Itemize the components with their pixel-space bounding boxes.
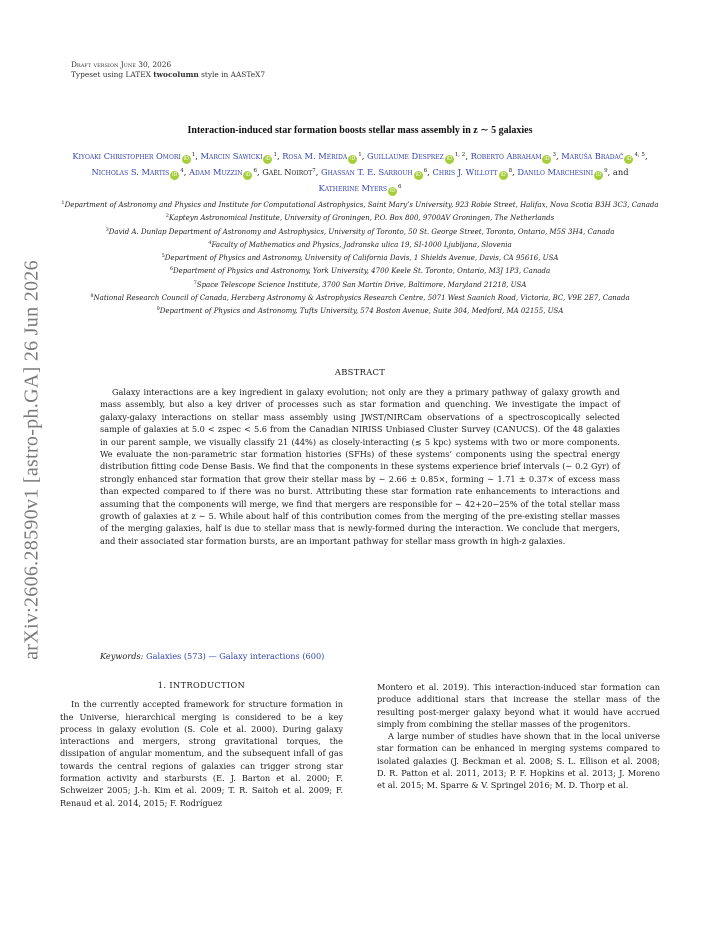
author-affiliation-marker: 6: [397, 184, 402, 190]
affiliation-item: [52, 264, 668, 277]
intro-paragraph-1: In the currently accepted framework for structure formation in the Universe, hierarchical merging is considered to be a key process in galaxy evolution (S. Cole et al. 2000). During galaxy interactions and mergers, strong gravitational torques, the dissipation of angular momentum, and the subsequent infall of gas towards the central regions of galaxies can trigger strong star formation activity and starbursts (E. J. Barton et al. 2000; F. Schweizer 2005; J.-h. Kim et al. 2009; T. R. Saitoh et al. 2009; F. Renaud et al. 2014, 2015; F. Rodríguez: [60, 699, 343, 808]
author-name[interactable]: Marcin Sawicki: [200, 151, 263, 161]
affiliation-item: [52, 251, 668, 264]
affiliation-text: Space Telescope Science Institute, 3700 San Martin Drive, Baltimore, Maryland 21218, USA: [196, 280, 527, 289]
abstract-heading: ABSTRACT: [334, 367, 386, 377]
author-name[interactable]: Maruša Bradač: [561, 151, 624, 161]
author-and-word: and: [610, 167, 629, 177]
typeset-style: twocolumn: [153, 70, 199, 79]
typeset-line: [71, 70, 265, 80]
affiliation-number: 5: [161, 253, 165, 260]
affiliation-text: David A. Dunlap Department of Astronomy and Astrophysics, University of Toronto, 50 St. George Street, Toronto, Ontario, M5S 3H4, Canada: [108, 227, 615, 236]
orcid-icon[interactable]: iD: [265, 156, 271, 162]
orcid-icon[interactable]: iD: [415, 172, 421, 178]
keywords-label: Keywords:: [100, 651, 144, 661]
affiliation-text: Department of Physics and Astronomy, Tufts University, 574 Boston Avenue, Suite 304, Medford, MA 02155, USA: [159, 307, 564, 316]
orcid-icon[interactable]: iD: [183, 156, 189, 162]
author-name[interactable]: Katherine Myers: [318, 183, 387, 193]
arxiv-stamp-text: arXiv:2606.28590v1 [astro-ph.GA] 26 Jun 2026: [20, 260, 43, 660]
author-affiliation-marker: 7: [312, 168, 316, 174]
introduction-heading: 1. INTRODUCTION: [157, 680, 246, 690]
author-affiliation-marker: 1: [191, 152, 196, 158]
author-affiliation-marker: 6: [253, 168, 257, 174]
author-affiliation-marker: 1, 2: [454, 152, 466, 158]
right-column: [377, 681, 660, 792]
affiliation-item: [52, 278, 668, 291]
abstract-body: Galaxy interactions are a key ingredient in galaxy evolution; not only are they a primary pathway of galaxy growth and mass assembly, but also a key driver of processes such as star formation and quenching. We investigate the impact of galaxy-galaxy interactions on stellar mass assembly using JWST/NIRCam observations of a spectroscopically selected sample of galaxies at 5.0 < zspec < 5.6 from the Canadian NIRISS Unbiased Cluster Survey (CANUCS). Of the 48 galaxies in our parent sample, we visually classify 21 (44%) as closely-interacting (≲ 5 kpc) systems with two or more components. We evaluate the non-parametric star formation histories (SFHs) of these systems’ components using the spectral energy distribution fitting code Dense Basis. We find that the components in these systems experience brief intervals (∼ 0.2 Gyr) of strongly enhanced star formation that grow their stellar mass by ∼ 2.66 ± 0.85×, forming ∼ 1.71 ± 0.37× of excess mass than expected compared to if there was no burst. Attributing these star formation rate enhancements to interactions and assuming that the components will merge, we find that mergers are responsible for ∼ 42+20−25% of the total stellar mass growth of galaxies at z ∼ 5. While about half of this contribution comes from the merging of the pre-existing stellar masses of the merging galaxies, half is due to stellar mass that is newly-formed during the interaction. We conclude that mergers, and their associated star formation bursts, are an important pathway for stellar mass growth in high-z galaxies.: [100, 387, 620, 546]
orcid-icon[interactable]: iD: [446, 156, 452, 162]
intro-paragraph-2: A large number of studies have shown that in the local universe star formation can be enhanced in merging systems compared to isolated galaxies (J. Beckman et al. 2008; S. L. Ellison et al. 2008; D. R. Patton et al. 2011, 2013; P. F. Hopkins et al. 2013; J. Moreno et al. 2015; M. Sparre & V. Springel 2016; M. D. Thorp et al.: [377, 731, 660, 791]
orcid-icon[interactable]: iD: [350, 156, 356, 162]
author-affiliation-marker: 3: [552, 152, 556, 158]
author-name[interactable]: Chris J. Willott: [432, 167, 498, 177]
author-list: Kiyoaki Christopher Omori $iD^1$, Marcin Sawicki $iD^1$, Rosa M. Mérida $iD^1$, Guillaume Desprez iD$^{1, 2}$, Roberto Abraham $iD^3$, Maruša Bradač iD$^{4, 5}$, Nicholas S. Martis $iD^4$, Adam Muzzin $iD^6$, Gaël Noirot$^7$, Ghassan T. E. Sarrouh $iD^6$, Chris J. Willott $iD^8$, Danilo Marchesini $iD^9$, and Katherine Myers $iD^6$: [72, 151, 648, 194]
author-affiliation-marker: 8: [508, 168, 513, 174]
affiliation-number: 1: [61, 200, 65, 206]
affiliation-item: [52, 238, 668, 251]
affiliation-text: Department of Astronomy and Physics and Institute for Computational Astrophysics, Saint Mary’s University, 923 Robie Street, Halifax, Nova Scotia B3H 3C3, Canada: [64, 201, 659, 209]
affiliation-number: 8: [90, 293, 94, 300]
keywords-links[interactable]: Galaxies (573) — Galaxy interactions (600): [146, 651, 325, 661]
affiliation-text: National Research Council of Canada, Herzberg Astronomy & Astrophysics Research Centre, 5071 West Saanich Road, Victoria, BC, V9E 2E7, Canada: [93, 294, 630, 303]
typeset-suffix: style in AASTeX7: [198, 70, 266, 79]
affiliation-number: 7: [193, 279, 197, 286]
affiliation-text: Kapteyn Astronomical Institute, University of Groningen, P.O. Box 800, 9700AV Groningen, The Netherlands: [168, 214, 555, 223]
affiliation-text: Faculty of Mathematics and Physics, Jadranska ulica 19, SI-1000 Ljubljana, Slovenia: [211, 240, 512, 249]
draft-version-line: Draft version June 30, 2026: [71, 60, 172, 69]
affiliation-text: Department of Physics and Astronomy, University of California Davis, 1 Shields Avenue, Davis, CA 95616, USA: [164, 254, 559, 263]
orcid-icon[interactable]: iD: [172, 172, 178, 178]
author-name[interactable]: Ghassan T. E. Sarrouh: [321, 167, 413, 177]
affiliation-number: 4: [208, 239, 212, 246]
intro-paragraph-1-cont: Montero et al. 2019). This interaction-induced star formation can produce additional stars that increase the stellar mass of the resulting post-merger galaxy beyond what it would have accrued simply from combining the stellar masses of the progenitors.: [377, 682, 660, 729]
paper-title: Interaction-induced star formation boosts stellar mass assembly in z ∼ 5 galaxies: [187, 125, 533, 136]
orcid-icon[interactable]: iD: [500, 172, 506, 178]
author-name[interactable]: Kiyoaki Christopher Omori: [72, 151, 181, 161]
author-affiliation-marker: 4, 5: [634, 152, 645, 158]
draft-header: [71, 60, 265, 80]
left-column: [60, 679, 343, 809]
orcid-icon[interactable]: iD: [245, 172, 251, 178]
author-affiliation-marker: 6: [423, 168, 428, 174]
author-affiliation-marker: 1: [358, 152, 362, 158]
author-affiliation-marker: 4: [180, 168, 184, 174]
arxiv-stamp: [12, 230, 52, 690]
author-affiliation-marker: 1: [273, 152, 277, 158]
orcid-icon[interactable]: iD: [544, 156, 550, 162]
orcid-icon[interactable]: iD: [596, 172, 602, 178]
author-affiliation-marker: 9: [604, 168, 608, 174]
author-name[interactable]: Nicholas S. Martis: [91, 167, 170, 177]
affiliation-number: 3: [105, 226, 109, 233]
typeset-prefix: Typeset using: [71, 70, 126, 79]
affiliation-number: 6: [169, 266, 174, 273]
author-name[interactable]: Rosa M. Mérida: [282, 151, 348, 161]
affiliation-item: [52, 225, 668, 238]
author-name[interactable]: Danilo Marchesini: [517, 167, 594, 177]
affiliation-item: [52, 291, 668, 304]
typeset-latex: LATEX: [125, 70, 151, 79]
affiliation-item: [52, 211, 668, 224]
orcid-icon[interactable]: iD: [389, 188, 396, 194]
affiliation-text: Department of Physics and Astronomy, York University, 4700 Keele St. Toronto, Ontario, M3J 1P3, Canada: [173, 267, 551, 276]
affiliation-item: [52, 304, 668, 317]
affiliation-number: 9: [156, 306, 160, 313]
orcid-icon[interactable]: iD: [626, 156, 632, 162]
author-name[interactable]: Gaël Noirot: [262, 167, 313, 177]
keywords-line: [100, 651, 620, 661]
affiliation-list: [52, 198, 668, 318]
author-name[interactable]: Adam Muzzin: [189, 167, 243, 177]
author-name[interactable]: Guillaume Desprez: [366, 151, 444, 161]
author-name[interactable]: Roberto Abraham: [470, 151, 542, 161]
affiliation-item: [52, 198, 668, 211]
affiliation-number: 2: [165, 213, 169, 220]
